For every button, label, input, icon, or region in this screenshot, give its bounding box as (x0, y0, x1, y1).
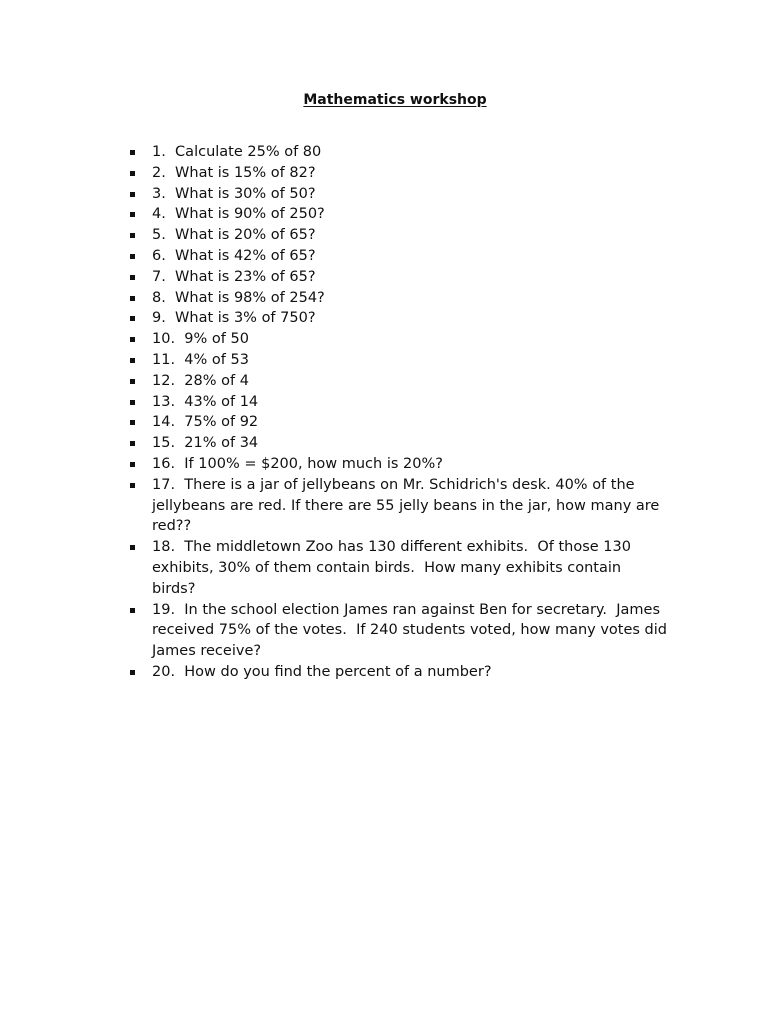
list-item (152, 454, 668, 475)
list-item (152, 600, 672, 662)
square-bullet-icon (130, 337, 135, 342)
list-item (152, 392, 668, 413)
square-bullet-icon (130, 316, 135, 321)
question-text: 6. What is 42% of 65? (152, 247, 316, 264)
list-item (152, 142, 668, 163)
square-bullet-icon (130, 358, 135, 363)
square-bullet-icon (130, 212, 135, 217)
question-text: 19. In the school election James ran against Ben for secretary. James received 75% of the votes. If 240 students voted, how many votes did James receive? (152, 601, 672, 660)
list-item (152, 662, 668, 683)
square-bullet-icon (130, 483, 135, 488)
question-text: 8. What is 98% of 254? (152, 289, 325, 306)
question-text: 1. Calculate 25% of 80 (152, 144, 322, 160)
question-text: 7. What is 23% of 65? (152, 268, 316, 285)
list-item (152, 204, 668, 225)
square-bullet-icon (130, 296, 135, 301)
list-item (152, 288, 668, 309)
list-item (152, 267, 668, 288)
list-item (152, 537, 668, 599)
list-item (152, 308, 668, 329)
question-text: 5. What is 20% of 65? (152, 227, 316, 244)
list-item (152, 225, 668, 246)
list-item (152, 412, 668, 433)
question-text: 4. What is 90% of 250? (152, 206, 325, 223)
list-item (152, 163, 668, 184)
question-text: 16. If 100% = $200, how much is 20%? (152, 455, 443, 472)
square-bullet-icon (130, 233, 135, 238)
question-list (152, 142, 672, 683)
question-text: 14. 75% of 92 (152, 414, 259, 431)
list-item (152, 350, 668, 371)
list-item (152, 475, 668, 537)
question-text: 13. 43% of 14 (152, 393, 259, 410)
square-bullet-icon (130, 670, 135, 675)
question-text: 3. What is 30% of 50? (152, 185, 316, 202)
square-bullet-icon (130, 379, 135, 384)
question-text: 10. 9% of 50 (152, 331, 249, 348)
question-text: 9. What is 3% of 750? (152, 310, 316, 327)
question-text: 2. What is 15% of 82? (152, 164, 316, 181)
square-bullet-icon (130, 254, 135, 259)
square-bullet-icon (130, 420, 135, 425)
question-text: 15. 21% of 34 (152, 435, 259, 452)
question-text: 18. The middletown Zoo has 130 different exhibits. Of those 130 exhibits, 30% of them contain birds. How many exhibits contain birds? (152, 539, 636, 597)
list-item (152, 433, 668, 454)
square-bullet-icon (130, 462, 135, 467)
question-text: 11. 4% of 53 (152, 351, 249, 368)
square-bullet-icon (130, 400, 135, 405)
question-text: 17. There is a jar of jellybeans on Mr. Schidrich's desk. 40% of the jellybeans are red. If there are 55 jelly beans in the jar, how many are red?? (152, 476, 664, 535)
square-bullet-icon (130, 545, 135, 550)
question-text: 20. How do you find the percent of a number? (152, 663, 492, 680)
list-item (152, 371, 668, 392)
square-bullet-icon (130, 275, 135, 280)
square-bullet-icon (130, 171, 135, 176)
square-bullet-icon (130, 192, 135, 197)
square-bullet-icon (130, 150, 135, 155)
question-text: 12. 28% of 4 (152, 372, 249, 389)
square-bullet-icon (130, 608, 135, 613)
square-bullet-icon (130, 441, 135, 446)
list-item (152, 184, 668, 205)
list-item (152, 329, 668, 350)
page-title: Mathematics workshop (303, 92, 487, 108)
list-item (152, 246, 668, 267)
